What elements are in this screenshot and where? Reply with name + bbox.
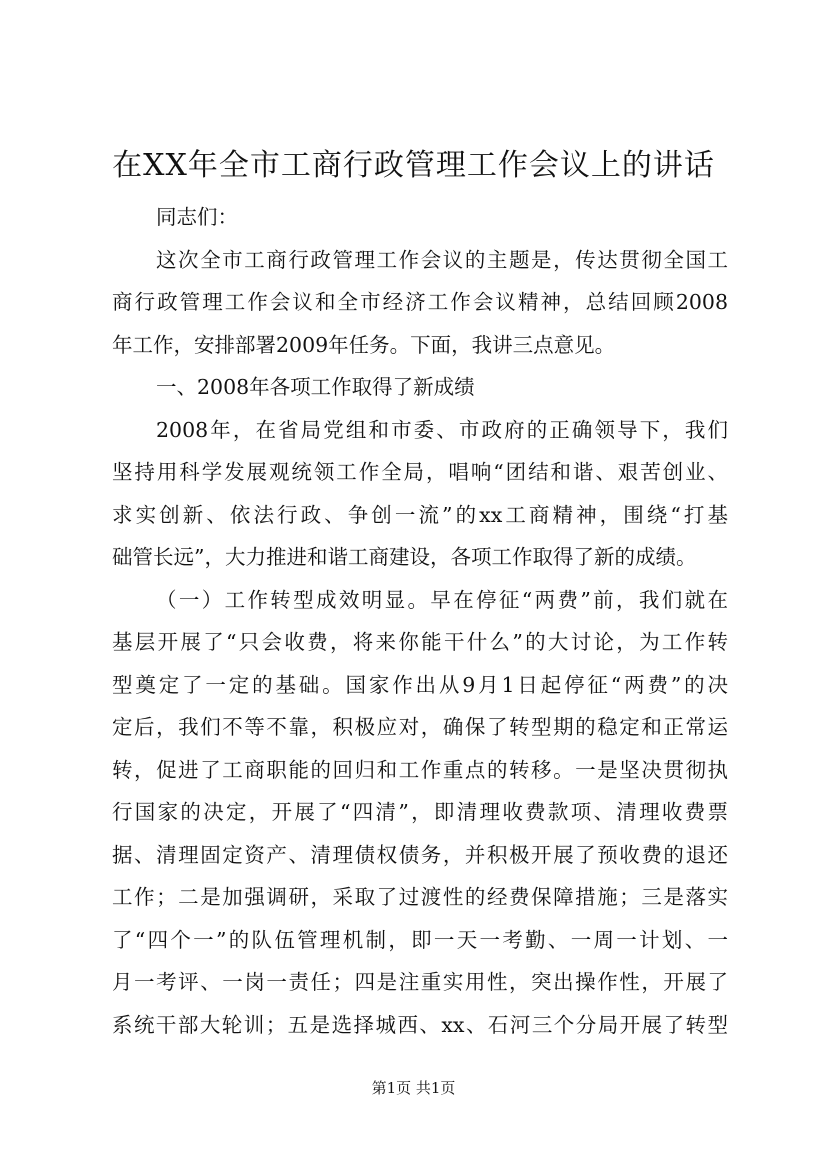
page-footer: 第1页 共1页 xyxy=(371,1079,456,1097)
text-line: 工作；二是加强调研，采取了过渡性的经费保障措施；三是落实 xyxy=(112,885,728,909)
text-line: 础管长远”，大力推进和谐工商建设，各项工作取得了新的成绩。 xyxy=(112,545,697,569)
text-line: 行国家的决定，开展了“四清”，即清理收费款项、清理收费票 xyxy=(112,800,728,824)
text-line: 年工作，安排部署2009年任务。下面，我讲三点意见。 xyxy=(112,332,616,357)
text-line: 这次全市工商行政管理工作会议的主题是，传达贯彻全国工 xyxy=(156,247,728,272)
text-line: 基层开展了“只会收费，将来你能干什么”的大讨论，为工作转 xyxy=(112,630,728,654)
text-line: 型奠定了一定的基础。国家作出从9月1日起停征“两费”的决 xyxy=(112,672,728,697)
document-body xyxy=(112,196,728,1046)
text-line: 商行政管理工作会议和全市经济工作会议精神，总结回顾2008 xyxy=(112,290,728,314)
text-line: 转，促进了工商职能的回归和工作重点的转移。一是坚决贯彻执 xyxy=(112,757,728,782)
text-line: 同志们： xyxy=(156,205,238,229)
text-line: 月一考评、一岗一责任；四是注重实用性，突出操作性，开展了 xyxy=(112,970,728,994)
text-line: 2008年，在省局党组和市委、市政府的正确领导下，我们 xyxy=(156,417,728,442)
text-line: 系统干部大轮训；五是选择城西、xx、石河三个分局开展了转型 xyxy=(112,1012,728,1037)
text-line: 了“四个一”的队伍管理机制，即一天一考勤、一周一计划、一 xyxy=(112,927,728,952)
text-line: 定后，我们不等不靠，积极应对，确保了转型期的稳定和正常运 xyxy=(112,715,728,739)
text-line: 求实创新、依法行政、争创一流”的xx工商精神，围绕“打基 xyxy=(112,502,728,527)
text-line: （一）工作转型成效明显。早在停征“两费”前，我们就在 xyxy=(156,587,728,612)
text-line: 坚持用科学发展观统领工作全局，唱响“团结和谐、艰苦创业、 xyxy=(112,460,728,484)
text-line: 据、清理固定资产、清理债权债务，并积极开展了预收费的退还 xyxy=(112,842,728,867)
document-title: 在XX年全市工商行政管理工作会议上的讲话 xyxy=(112,148,715,183)
text-line: 一、2008年各项工作取得了新成绩 xyxy=(156,375,475,399)
